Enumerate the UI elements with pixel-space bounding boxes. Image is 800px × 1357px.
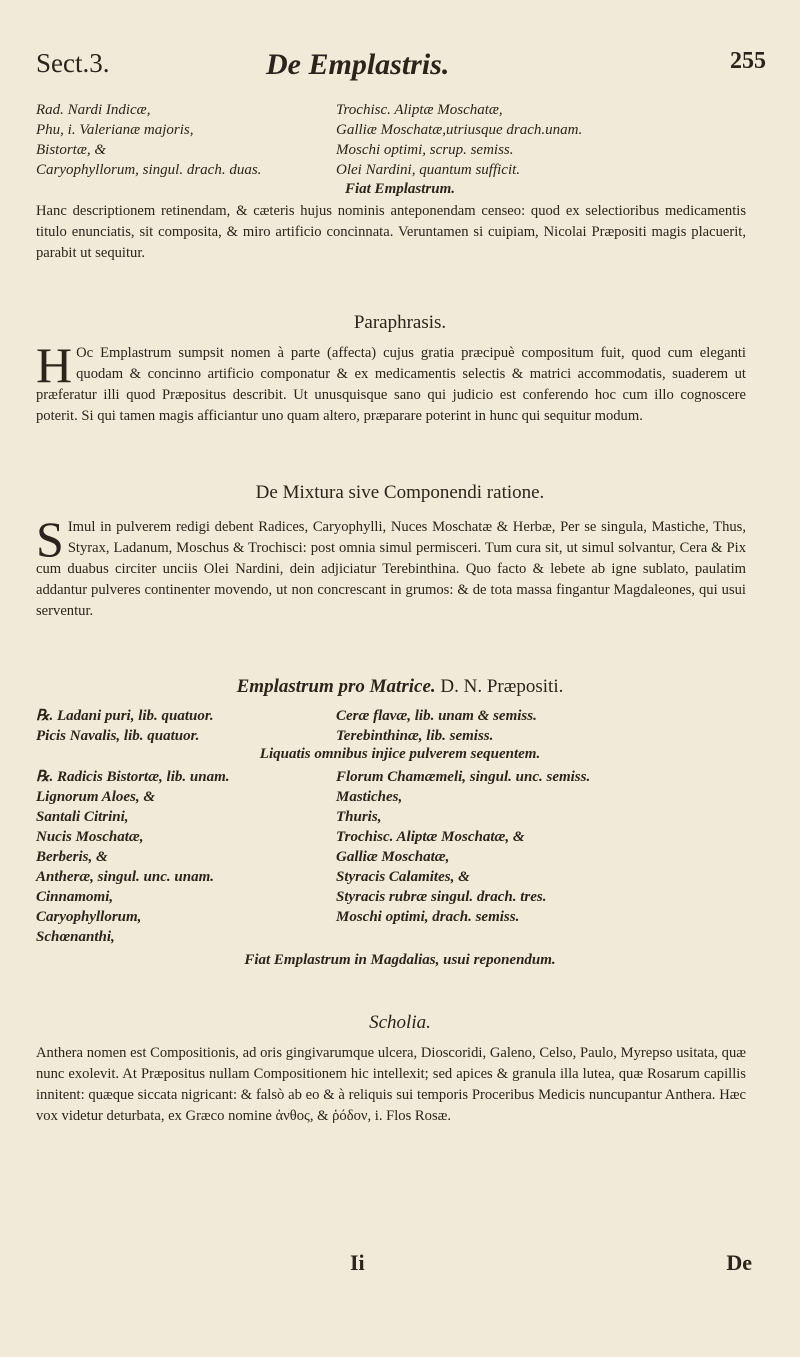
ingredient: Schœnanthi, <box>36 929 115 945</box>
ingredient: Galliæ Moschatæ, <box>336 849 450 865</box>
section-label: Sect.3. <box>36 48 110 78</box>
ingredient: Thuris, <box>336 809 382 825</box>
recipe2-top-block <box>36 706 746 746</box>
paragraph-text: Oc Emplastrum sumpsit nomen à parte (affecta) cujus gratia præcipuè compositum fuit, quod cum eleganti quodam & concinno artificio componatur & ex medicamentis selectis & matrici accommodatis, suaderem ut præferatur illi quod Præpositus describit. Ut unusquisque sano qui judicio est conferendo hoc cum illo cognoscere poterit. Si qui tamen magis afficiantur uno quam altero, præparare poterint in hunc qui sequitur modum. <box>36 345 746 424</box>
recipe2-fiat: Fiat Emplastrum in Magdalias, usui reponendum. <box>244 952 556 968</box>
recipe1-block <box>36 100 746 184</box>
ingredient: Florum Chamæmeli, singul. unc. semiss. <box>336 769 591 785</box>
ingredient: Santali Citrini, <box>36 809 129 825</box>
heading-scholia: Scholia. <box>369 1012 431 1033</box>
ingredient: Moschi optimi, drach. semiss. <box>336 909 520 925</box>
heading-paraphrasis: Paraphrasis. <box>353 312 447 333</box>
recipe2-list-block <box>36 767 746 947</box>
ingredient: Styracis Calamites, & <box>336 869 470 885</box>
ingredient: Terebinthinæ, lib. semiss. <box>336 728 494 744</box>
ingredient: Cinnamomi, <box>36 889 114 905</box>
ingredient: Caryophyllorum, <box>36 909 142 925</box>
paragraph-paraphrasis <box>36 337 746 427</box>
ingredient: Rad. Nardi Indicæ, <box>36 102 151 118</box>
ingredient: Berberis, & <box>36 849 108 865</box>
ingredient: Lignorum Aloes, & <box>36 789 156 805</box>
ingredient: Galliæ Moschatæ,utriusque drach.unam. <box>336 122 583 138</box>
running-title: De Emplastris. <box>266 48 450 81</box>
ingredient: Styracis rubræ singul. drach. tres. <box>336 889 547 905</box>
ingredient: Trochisc. Aliptæ Moschatæ, & <box>336 829 525 845</box>
page-number: 255 <box>730 48 766 74</box>
page-footer <box>0 1250 800 1290</box>
recipe2-liquatis: Liquatis omnibus injice pulverem sequentem. <box>259 746 541 762</box>
ingredient: Ceræ flavæ, lib. unam & semiss. <box>336 708 537 724</box>
recipe2-top-right <box>336 706 696 746</box>
signature-mark: Ii <box>350 1250 365 1275</box>
heading-mixtura: De Mixtura sive Componendi ratione. <box>255 482 545 503</box>
ingredient: Olei Nardini, quantum sufficit. <box>336 162 521 178</box>
ingredient: Antheræ, singul. unc. unam. <box>36 869 214 885</box>
drop-cap: H <box>36 337 73 393</box>
ingredient: Mastiches, <box>336 789 403 805</box>
paragraph-text: Imul in pulverem redigi debent Radices, Caryophylli, Nuces Moschatæ & Herbæ, Per se singula, Mastiche, Thus, Styrax, Ladanum, Moschus & Trochisci: post omnia simul permisceri. Tum cura sit, ut simul solvantur, Cera & Pix cum duabus circiter unciis Olei Nardini, dein adjiciatur Terebinthina. Quo facto & lebete ab igne sublato, paulatim addantur pulveres continenter movendo, ut non concrescant in grumos: & de tota massa fingantur Magdaleones, qui usui serventur. <box>36 519 746 619</box>
recipe1-right-column <box>336 100 696 180</box>
heading-emplastrum <box>0 676 800 698</box>
page-header <box>36 48 766 92</box>
ingredient: Caryophyllorum, singul. drach. duas. <box>36 162 262 178</box>
ingredient: Bistortæ, & <box>36 142 107 158</box>
recipe2-list-right <box>336 767 696 927</box>
ingredient: Picis Navalis, lib. quatuor. <box>36 728 200 744</box>
drop-cap: S <box>36 511 64 567</box>
ingredient: ℞. Ladani puri, lib. quatuor. <box>36 708 214 724</box>
ingredient: ℞. Radicis Bistortæ, lib. unam. <box>36 769 230 785</box>
recipe1-fiat: Fiat Emplastrum. <box>344 181 456 197</box>
ingredient: Moschi optimi, scrup. semiss. <box>336 142 514 158</box>
heading-emplastrum-title: Emplastrum pro Matrice. <box>236 676 436 697</box>
catchword: De <box>726 1250 752 1275</box>
ingredient: Phu, i. Valerianæ majoris, <box>36 122 194 138</box>
paragraph-mixtura <box>36 511 746 622</box>
heading-emplastrum-author: D. N. Præpositi. <box>440 676 564 697</box>
paragraph-intro: Hanc descriptionem retinendam, & cæteris hujus nominis anteponendam censeo: quod ex selectioribus medicamentis titulo enunciatis, sit composita, & miro artificio concinnata. Veruntamen si cuipiam, Nicolai Præpositi magis placuerit, parabit ut sequitur. <box>36 203 746 261</box>
ingredient: Trochisc. Aliptæ Moschatæ, <box>336 102 503 118</box>
paragraph-scholia: Anthera nomen est Compositionis, ad oris gingivarumque ulcera, Dioscoridi, Galeno, Celso, Paulo, Myrepso usitata, quæ nunc exolevit. At Præpositus nullam Compositionem hic intellexit; sed apices & granula illa lutea, quæ Rosarum capillis innitent: quæque siccata nigricant: & falsò ab eo & à reliquis sui temporis Proceribus Medicis nuncupantur Anthera. Hæc vox videtur deturbata, ex Græco nomine ἀνθος, & ῥόδον, i. Flos Rosæ. <box>36 1045 746 1124</box>
ingredient: Nucis Moschatæ, <box>36 829 144 845</box>
